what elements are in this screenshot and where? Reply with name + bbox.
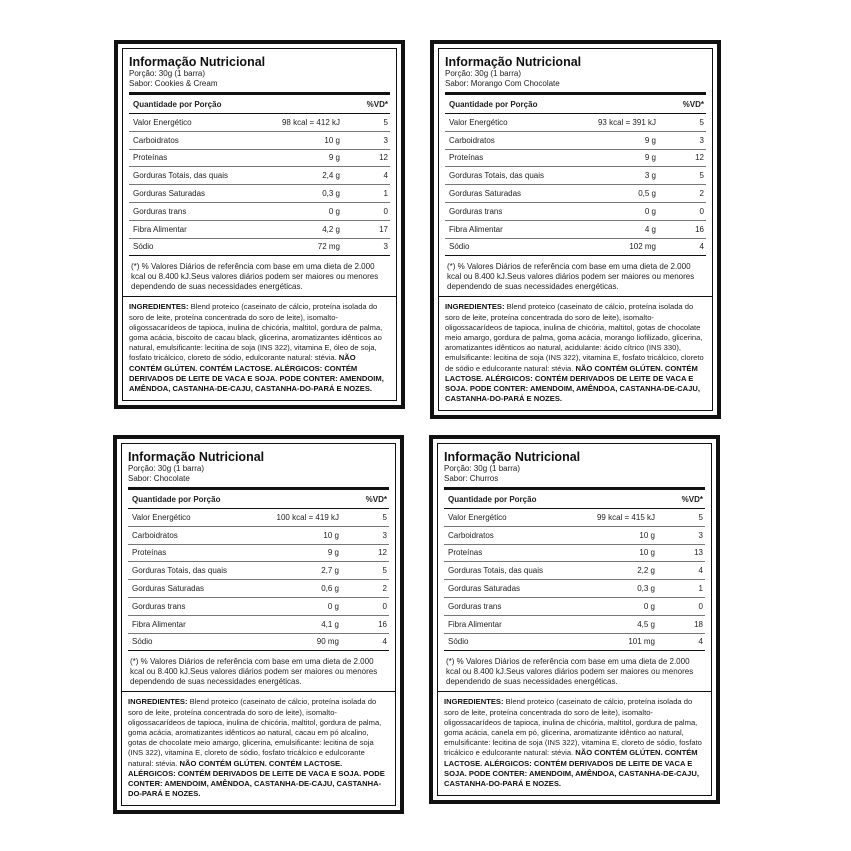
table-row <box>128 527 389 545</box>
row-name: Sódio <box>448 637 469 647</box>
row-name: Fibra Alimentar <box>132 619 186 629</box>
row-vd: 2 <box>699 189 704 199</box>
row-vd: 4 <box>383 171 388 181</box>
nutrition-panel-chocolate <box>113 435 404 814</box>
table-row <box>444 527 705 545</box>
row-qty: 0,3 g <box>637 584 655 594</box>
nutrition-rows <box>129 114 390 256</box>
allergen-text: NÃO CONTÉM GLÚTEN. CONTÉM LACTOSE. ALÉRGICOS: CONTÉM DERIVADOS DE LEITE DE VACA E SOJA. PODE CONTER: AMENDOIM, AMÊNDOA, CASTANHA-DE-CAJU, CASTANHA-DO-PARÁ E NOZES. <box>128 758 385 799</box>
panel-inner <box>121 443 396 806</box>
row-name: Sódio <box>132 637 153 647</box>
portion-text: Porção: 30g (1 barra) <box>444 464 521 473</box>
row-vd: 13 <box>694 548 703 558</box>
flavor-text: Sabor: Chocolate <box>128 474 190 483</box>
table-row <box>128 580 389 598</box>
table-row <box>129 239 390 256</box>
row-name: Gorduras Totais, das quais <box>132 566 228 576</box>
row-name: Gorduras trans <box>449 206 503 216</box>
portion-text: Porção: 30g (1 barra) <box>128 464 205 473</box>
row-vd: 16 <box>378 619 387 629</box>
row-name: Gorduras Totais, das quais <box>448 566 544 576</box>
row-qty: 2,4 g <box>322 171 340 181</box>
row-vd: 5 <box>383 117 388 127</box>
row-qty: 10 g <box>639 548 655 558</box>
row-name: Gorduras Saturadas <box>449 189 522 199</box>
row-vd: 3 <box>698 530 703 540</box>
table-header <box>129 92 390 114</box>
row-vd: 0 <box>698 601 703 611</box>
table-row <box>129 150 390 168</box>
row-vd: 3 <box>383 135 388 145</box>
allergen-text: NÃO CONTÉM GLÚTEN. CONTÉM LACTOSE. ALÉRGICOS: CONTÉM DERIVADOS DE LEITE DE VACA E SOJA. PODE CONTER: AMENDOIM, AMÊNDOA, CASTANHA-DE-CAJU, CASTANHA-DO-PARÁ E NOZES. <box>129 353 384 393</box>
table-row <box>129 167 390 185</box>
nutrition-panel-churros <box>429 435 720 804</box>
row-qty: 9 g <box>644 135 656 145</box>
table-header <box>444 487 705 509</box>
row-qty: 2,7 g <box>321 566 339 576</box>
row-vd: 5 <box>698 512 703 522</box>
row-name: Valor Energético <box>132 512 191 522</box>
row-qty: 0 g <box>643 601 655 611</box>
row-name: Sódio <box>133 242 154 252</box>
panel-title: Informação Nutricional <box>445 55 582 69</box>
nutrition-rows <box>445 114 706 256</box>
row-vd: 0 <box>383 206 388 216</box>
row-name: Carboidratos <box>449 135 495 145</box>
row-name: Gorduras trans <box>448 601 502 611</box>
flavor-text: Sabor: Morango Com Chocolate <box>445 79 560 88</box>
row-vd: 3 <box>383 242 388 252</box>
row-qty: 90 mg <box>316 637 339 647</box>
table-row <box>129 114 390 132</box>
table-row <box>445 132 706 150</box>
panel-title: Informação Nutricional <box>444 450 581 464</box>
row-name: Gorduras Totais, das quais <box>133 171 229 181</box>
row-name: Fibra Alimentar <box>133 224 187 234</box>
table-row <box>128 616 389 634</box>
table-row <box>444 598 705 616</box>
flavor-text: Sabor: Churros <box>444 474 499 483</box>
row-vd: 5 <box>382 512 387 522</box>
row-name: Fibra Alimentar <box>448 619 502 629</box>
table-header <box>128 487 389 509</box>
row-qty: 100 kcal = 419 kJ <box>276 512 339 522</box>
table-row <box>444 509 705 527</box>
row-name: Gorduras trans <box>133 206 187 216</box>
row-name: Valor Energético <box>448 512 507 522</box>
row-vd: 2 <box>382 584 387 594</box>
table-row <box>444 580 705 598</box>
table-row <box>128 634 389 651</box>
row-vd: 5 <box>382 566 387 576</box>
row-vd: 3 <box>382 530 387 540</box>
nutrition-panel-morango-chocolate <box>430 40 721 419</box>
table-row <box>445 150 706 168</box>
daily-values-note: (*) % Valores Diários de referência com base em uma dieta de 2.000 kcal ou 8.400 kJ.Seus valores diários podem ser maiores ou menores dependendo de suas necessidades energéticas. <box>130 657 378 687</box>
row-vd: 5 <box>699 171 704 181</box>
row-name: Sódio <box>449 242 470 252</box>
panel-title: Informação Nutricional <box>129 55 266 69</box>
row-name: Valor Energético <box>133 117 192 127</box>
row-name: Gorduras Totais, das quais <box>449 171 545 181</box>
row-name: Carboidratos <box>133 135 179 145</box>
row-vd: 16 <box>695 224 704 234</box>
row-qty: 2,2 g <box>637 566 655 576</box>
table-row <box>445 239 706 256</box>
row-qty: 3 g <box>644 171 656 181</box>
table-row <box>445 185 706 203</box>
row-name: Fibra Alimentar <box>449 224 503 234</box>
row-vd: 17 <box>379 224 388 234</box>
row-qty: 10 g <box>324 135 340 145</box>
daily-values-note: (*) % Valores Diários de referência com base em uma dieta de 2.000 kcal ou 8.400 kJ.Seus valores diários podem ser maiores ou menores dependendo de suas necessidades energéticas. <box>446 657 694 687</box>
panel-title: Informação Nutricional <box>128 450 265 464</box>
table-row <box>129 132 390 150</box>
row-name: Proteínas <box>448 548 483 558</box>
row-name: Carboidratos <box>132 530 178 540</box>
row-qty: 99 kcal = 415 kJ <box>596 512 655 522</box>
panel-inner <box>122 48 397 401</box>
col-vd-header: %VD* <box>366 100 388 109</box>
row-qty: 0 g <box>328 206 340 216</box>
row-name: Gorduras Saturadas <box>132 584 205 594</box>
table-row <box>129 221 390 239</box>
row-name: Proteínas <box>449 153 484 163</box>
table-row <box>445 167 706 185</box>
ingredients-label: INGREDIENTES: <box>445 302 505 312</box>
row-vd: 0 <box>699 206 704 216</box>
table-row <box>444 634 705 651</box>
allergen-text: NÃO CONTÉM GLÚTEN. CONTÉM LACTOSE. ALÉRGICOS: CONTÉM DERIVADOS DE LEITE DE VACA E SOJA. PODE CONTER: AMENDOIM, AMÊNDOA, CASTANHA-DE-CAJU, CASTANHA-DO-PARÁ E NOZES. <box>444 748 699 788</box>
ingredients-label: INGREDIENTES: <box>444 697 504 707</box>
ingredients-text: Blend proteico (caseinato de cálcio, proteína isolada do soro de leite, proteína concentrada do soro de leite), isomalto-oligossacarídeos de tapioca, inulina de chicória, maltitol, gotas de chocolate meio amargo, gordura de palma, goma acácia, morango liofilizado, glicerina, aromatizantes idênticos ao natural, acidulante: ácido cítrico (INS 330), emulsificante: lecitina de soja (INS 322), vitamina E, fosfato tricálcico, cloreto de sódio e edulcorante natural: stévia. <box>445 302 704 373</box>
row-vd: 12 <box>695 153 704 163</box>
table-row <box>445 221 706 239</box>
table-row <box>128 545 389 563</box>
row-qty: 4 g <box>644 224 656 234</box>
col-vd-header: %VD* <box>681 495 703 504</box>
table-row <box>128 509 389 527</box>
row-name: Carboidratos <box>448 530 494 540</box>
nutrition-rows <box>444 509 705 651</box>
table-row <box>444 616 705 634</box>
row-qty: 0,6 g <box>321 584 339 594</box>
row-qty: 10 g <box>323 530 339 540</box>
ingredients-block <box>438 691 711 791</box>
table-row <box>128 562 389 580</box>
row-vd: 5 <box>699 117 704 127</box>
row-name: Gorduras Saturadas <box>133 189 206 199</box>
col-vd-header: %VD* <box>365 495 387 504</box>
row-vd: 1 <box>383 189 388 199</box>
row-qty: 93 kcal = 391 kJ <box>597 117 656 127</box>
row-qty: 4,5 g <box>637 619 655 629</box>
col-portion-header: Quantidade por Porção <box>132 495 221 504</box>
panel-inner <box>437 443 712 796</box>
row-qty: 72 mg <box>317 242 340 252</box>
ingredients-label: INGREDIENTES: <box>128 697 188 707</box>
row-vd: 12 <box>378 548 387 558</box>
ingredients-label: INGREDIENTES: <box>129 302 189 312</box>
row-qty: 9 g <box>327 548 339 558</box>
row-qty: 101 mg <box>628 637 655 647</box>
row-vd: 4 <box>698 637 703 647</box>
row-vd: 1 <box>698 584 703 594</box>
col-portion-header: Quantidade por Porção <box>133 100 222 109</box>
row-qty: 9 g <box>644 153 656 163</box>
row-qty: 0 g <box>644 206 656 216</box>
table-row <box>129 203 390 221</box>
col-portion-header: Quantidade por Porção <box>448 495 537 504</box>
row-qty: 4,2 g <box>322 224 340 234</box>
row-qty: 0 g <box>327 601 339 611</box>
portion-text: Porção: 30g (1 barra) <box>445 69 522 78</box>
row-qty: 10 g <box>639 530 655 540</box>
daily-values-note: (*) % Valores Diários de referência com base em uma dieta de 2.000 kcal ou 8.400 kJ.Seus valores diários podem ser maiores ou menores dependendo de suas necessidades energéticas. <box>131 262 379 292</box>
row-vd: 4 <box>382 637 387 647</box>
table-row <box>445 114 706 132</box>
ingredients-block <box>123 296 396 396</box>
row-name: Gorduras Saturadas <box>448 584 521 594</box>
row-qty: 102 mg <box>629 242 656 252</box>
row-qty: 0,3 g <box>322 189 340 199</box>
row-vd: 18 <box>694 619 703 629</box>
col-vd-header: %VD* <box>682 100 704 109</box>
table-row <box>444 562 705 580</box>
row-qty: 9 g <box>328 153 340 163</box>
daily-values-note: (*) % Valores Diários de referência com base em uma dieta de 2.000 kcal ou 8.400 kJ.Seus valores diários podem ser maiores ou menores dependendo de suas necessidades energéticas. <box>447 262 695 292</box>
row-qty: 98 kcal = 412 kJ <box>281 117 340 127</box>
row-vd: 12 <box>379 153 388 163</box>
row-vd: 4 <box>698 566 703 576</box>
flavor-text: Sabor: Cookies & Cream <box>129 79 218 88</box>
row-qty: 0,5 g <box>638 189 656 199</box>
row-vd: 0 <box>382 601 387 611</box>
ingredients-block <box>122 691 395 801</box>
nutrition-panel-cookies-cream <box>114 40 405 409</box>
ingredients-block <box>439 296 712 406</box>
table-header <box>445 92 706 114</box>
allergen-text: NÃO CONTÉM GLÚTEN. CONTÉM LACTOSE. ALÉRGICOS: CONTÉM DERIVADOS DE LEITE DE VACA E SOJA. PODE CONTER: AMENDOIM, AMÊNDOA, CASTANHA-DE-CAJU, CASTANHA-DO-PARÁ E NOZES. <box>445 363 700 404</box>
nutrition-rows <box>128 509 389 651</box>
table-row <box>445 203 706 221</box>
row-name: Proteínas <box>133 153 168 163</box>
table-row <box>128 598 389 616</box>
ingredients-text: Blend proteico (caseinato de cálcio, proteína isolada do soro de leite, proteína concentrada do soro de leite), isomalto-oligossacarídeos de tapioca, inulina de chicória, maltitol, gordura de palma, goma acácia, aromatizantes idênticos ao natural, cacau em pó alcalino, gotas de chocolate meio amargo, glicerina, emulsificante: lecitina de soja (INS 322), vitamina E, cloreto de sódio, fosfato tricálcico e edulcorante natural: stévia. <box>128 697 382 768</box>
col-portion-header: Quantidade por Porção <box>449 100 538 109</box>
row-name: Proteínas <box>132 548 167 558</box>
ingredients-text: Blend proteico (caseinato de cálcio, proteína isolada do soro de leite, proteína concentrada do soro de leite), isomalto-oligossacarídeos de tapioca, inulina de chicória, maltitol, gordura de palma, goma acácia, canela em pó, glicerina, aromatizante idêntico ao natural, emulsificante: lecitina de soja (INS 322), vitamina E, cloreto de sódio, fosfato tricálcico e edulcorante natural: stévia. <box>444 697 702 758</box>
row-name: Valor Energético <box>449 117 508 127</box>
table-row <box>444 545 705 563</box>
panel-inner <box>438 48 713 411</box>
ingredients-text: Blend proteico (caseinato de cálcio, proteína isolada do soro de leite, proteína concentrada do soro de leite), isomalto-oligossacarídeos de tapioca, inulina de chicória, maltitol, gordura de palma, goma acácia, biscoito de cacau black, glicerina, aromatizantes idênticos ao natural, emulsificante: lecitina de soja (INS 322), vitamina E, óleo de soja, fosfato tricálcico, cloreto de sódio, edulcorante natural: stévia. <box>129 302 383 363</box>
table-row <box>129 185 390 203</box>
row-vd: 4 <box>699 242 704 252</box>
row-vd: 3 <box>699 135 704 145</box>
row-name: Gorduras trans <box>132 601 186 611</box>
row-qty: 4,1 g <box>321 619 339 629</box>
portion-text: Porção: 30g (1 barra) <box>129 69 206 78</box>
